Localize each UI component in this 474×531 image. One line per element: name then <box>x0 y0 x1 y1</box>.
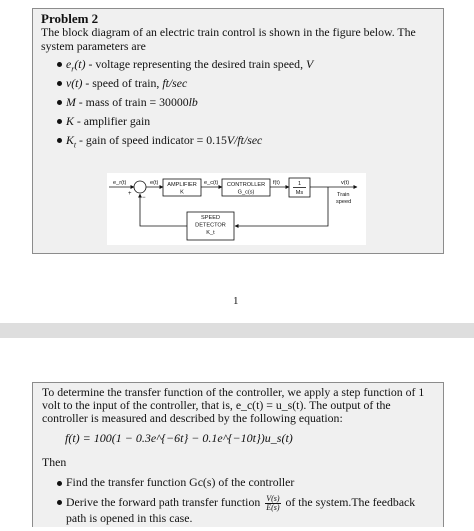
parameter-symbol: K <box>66 133 74 147</box>
parameter-subscript: r <box>71 64 75 74</box>
controller-output-equation: f(t) = 100(1 − 0.3e^{−6t} − 0.1e^{−10t})u_s(t) <box>65 431 293 445</box>
task-text-1: Find the transfer function Gc(s) of the controller <box>66 475 295 489</box>
detector-gain: K_t <box>206 230 215 236</box>
feedback-arrow-to-junction <box>140 194 187 226</box>
input-label: e_r(t) <box>113 180 127 186</box>
plant-numerator: 1 <box>297 181 302 187</box>
output-label: v(t) <box>341 180 350 186</box>
task-2-prefix: Derive the forward path transfer function <box>66 495 261 510</box>
ec-label: e_c(t) <box>204 180 219 186</box>
parameter-arg: (t) <box>71 76 83 90</box>
summing-junction <box>134 181 146 193</box>
parameter-subscript: t <box>73 140 77 150</box>
controller-tf: G_c(s) <box>237 189 255 196</box>
detector-line2: DETECTOR <box>195 222 226 229</box>
parameter-item <box>33 74 313 93</box>
amplifier-gain: K <box>180 189 184 196</box>
plant-denominator: Ms <box>295 190 304 196</box>
parameter-text: - gain of speed indicator = 0.15 <box>76 133 227 147</box>
parameter-unit: V/ft/sec <box>226 133 263 147</box>
bullet-icon <box>57 81 62 86</box>
detector-line1: SPEED <box>201 215 220 221</box>
bullet-icon <box>57 62 62 67</box>
controller-title: CONTROLLER <box>226 182 266 188</box>
parameter-text: - amplifier gain <box>73 114 151 128</box>
parameter-text: - speed of train, <box>82 76 163 90</box>
problem-title: Problem 2 <box>41 11 99 26</box>
transfer-fraction <box>265 495 280 512</box>
fraction-numerator: V(s) <box>266 494 280 503</box>
bullet-icon <box>57 138 62 143</box>
parameter-arg: (t) <box>74 57 86 71</box>
bullet-icon <box>57 119 62 124</box>
parameter-symbol: K <box>66 114 74 128</box>
amplifier-title: AMPLIFIER <box>167 182 197 188</box>
parameter-text: - voltage representing the desired train speed, <box>85 57 306 71</box>
output-caption-train: Train <box>337 192 350 198</box>
bullet-icon <box>57 100 62 105</box>
problem-intro: The block diagram of an electric train control is shown in the figure below. The system parameters are <box>41 25 416 53</box>
task-text-2 <box>66 495 438 525</box>
controller-test-description: To determine the transfer function of the controller, we apply a step function of 1 volt to the input of the controller, that is, e_c(t) = u_s(t). The output of the controller is measured and described by the following equation: <box>42 385 425 425</box>
parameter-unit: V <box>305 57 314 71</box>
error-label: e(t) <box>150 180 159 186</box>
output-caption-speed: speed <box>336 199 352 205</box>
task-2-suffix: of the system.The feedback path is opened in this case. <box>66 495 416 525</box>
bullet-icon <box>57 500 62 505</box>
fraction-denominator: E(s) <box>266 503 280 512</box>
then-label: Then <box>42 455 67 469</box>
bullet-icon <box>57 481 62 486</box>
page-number: 1 <box>233 295 239 307</box>
parameter-unit: lb <box>188 95 198 109</box>
minus-sign: − <box>142 195 146 201</box>
parameter-item <box>33 112 313 131</box>
plus-sign: + <box>128 191 132 197</box>
parameter-item <box>33 131 313 150</box>
continuation-page <box>32 382 444 527</box>
page-separator <box>0 323 474 338</box>
parameter-symbol: e <box>66 57 72 71</box>
block-diagram <box>107 173 366 245</box>
parameter-text: - mass of train = 30000 <box>75 95 189 109</box>
force-label: f(t) <box>273 180 280 186</box>
parameter-symbol: M <box>66 95 76 109</box>
parameter-item <box>33 93 313 112</box>
parameter-symbol: v <box>66 76 72 90</box>
parameter-unit: ft/sec <box>162 76 188 90</box>
parameter-list <box>33 55 313 150</box>
parameter-item <box>33 55 313 74</box>
